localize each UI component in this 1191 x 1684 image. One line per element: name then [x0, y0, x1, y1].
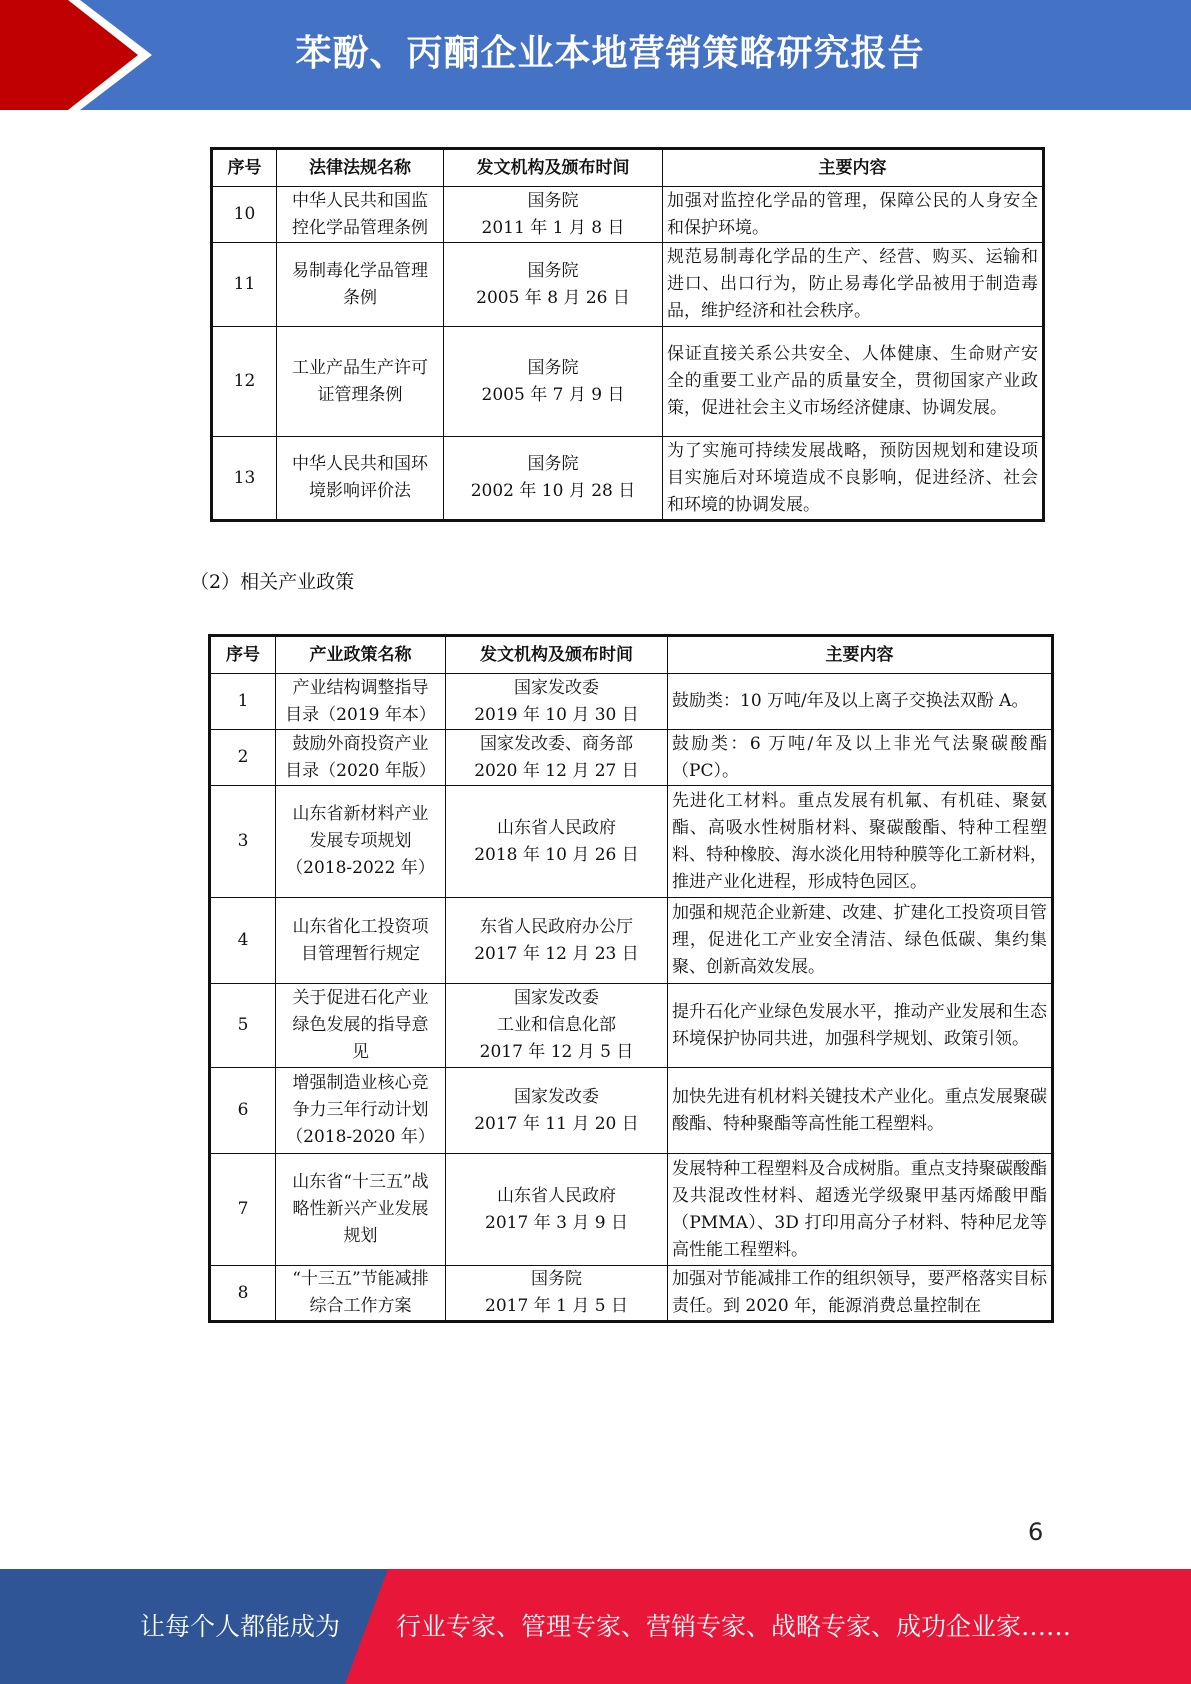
row-org: 国务院 2002 年 10 月 28 日: [444, 437, 663, 521]
table-row: [212, 187, 1044, 243]
col-header-name: 产业政策名称: [276, 636, 446, 674]
col-header-content: 主要内容: [663, 149, 1044, 187]
footer-slogan-left: 让每个人都能成为: [140, 1612, 341, 1641]
row-no: 4: [210, 898, 276, 984]
row-no: 1: [210, 674, 276, 730]
col-header-org: 发文机构及颁布时间: [446, 636, 668, 674]
header-arrow-red: [0, 0, 150, 110]
row-name: 易制毒化学品管理 条例: [277, 243, 444, 327]
row-org: 国家发改委 2017 年 11 月 20 日: [446, 1068, 668, 1154]
row-name: 产业结构调整指导 目录（2019 年本）: [276, 674, 446, 730]
row-org: 国家发改委、商务部 2020 年 12 月 27 日: [446, 730, 668, 786]
row-content: 加快先进有机材料关键技术产业化。重点发展聚碳酸酯、特种聚酯等高性能工程塑料。: [668, 1068, 1053, 1154]
row-no: 2: [210, 730, 276, 786]
row-name: 工业产品生产许可 证管理条例: [277, 327, 444, 437]
col-header-no: 序号: [212, 149, 277, 187]
table-row: [210, 984, 1053, 1068]
row-name: 中华人民共和国环 境影响评价法: [277, 437, 444, 521]
row-no: 5: [210, 984, 276, 1068]
table-row: [210, 730, 1053, 786]
row-org: 山东省人民政府 2017 年 3 月 9 日: [446, 1154, 668, 1266]
row-content: 规范易制毒化学品的生产、经营、购买、运输和进口、出口行为，防止易毒化学品被用于制造毒品，维护经济和社会秩序。: [663, 243, 1044, 327]
row-no: 12: [212, 327, 277, 437]
row-org: 国务院 2011 年 1 月 8 日: [444, 187, 663, 243]
row-no: 6: [210, 1068, 276, 1154]
row-content: 加强和规范企业新建、改建、扩建化工投资项目管理，促进化工产业安全清洁、绿色低碳、集约集聚、创新高效发展。: [668, 898, 1053, 984]
table-row: [210, 786, 1053, 898]
row-no: 13: [212, 437, 277, 521]
table-row: [210, 1154, 1053, 1266]
row-name: 关于促进石化产业 绿色发展的指导意 见: [276, 984, 446, 1068]
col-header-content: 主要内容: [668, 636, 1053, 674]
row-content: 先进化工材料。重点发展有机氟、有机硅、聚氨酯、高吸水性树脂材料、聚碳酸酯、特种工程塑料、特种橡胶、海水淡化用特种膜等化工新材料，推进产业化进程，形成特色园区。: [668, 786, 1053, 898]
table-row: [210, 674, 1053, 730]
row-name: 中华人民共和国监 控化学品管理条例: [277, 187, 444, 243]
table-row: [212, 327, 1044, 437]
table-header-row: [212, 149, 1044, 187]
table-row: [210, 1068, 1053, 1154]
laws-table: [210, 147, 1045, 522]
row-content: 鼓励类：6 万吨/年及以上非光气法聚碳酸酯（PC）。: [668, 730, 1053, 786]
row-no: 3: [210, 786, 276, 898]
row-org: 山东省人民政府 2018 年 10 月 26 日: [446, 786, 668, 898]
table-row: [210, 898, 1053, 984]
row-org: 国家发改委 工业和信息化部 2017 年 12 月 5 日: [446, 984, 668, 1068]
row-name: 山东省化工投资项 目管理暂行规定: [276, 898, 446, 984]
row-content: 发展特种工程塑料及合成树脂。重点支持聚碳酸酯及共混改性材料、超透光学级聚甲基丙烯酸甲酯（PMMA）、3D 打印用高分子材料、特种尼龙等高性能工程塑料。: [668, 1154, 1053, 1266]
row-no: 8: [210, 1266, 276, 1322]
table-row: [210, 1266, 1053, 1322]
row-content: 保证直接关系公共安全、人体健康、生命财产安全的重要工业产品的质量安全，贯彻国家产业政策，促进社会主义市场经济健康、协调发展。: [663, 327, 1044, 437]
report-header: [0, 0, 1191, 110]
footer-slogan-right: 行业专家、管理专家、营销专家、战略专家、成功企业家……: [396, 1612, 1072, 1641]
table-row: [212, 243, 1044, 327]
row-org: 国家发改委 2019 年 10 月 30 日: [446, 674, 668, 730]
row-org: 东省人民政府办公厅 2017 年 12 月 23 日: [446, 898, 668, 984]
table-header-row: [210, 636, 1053, 674]
col-header-name: 法律法规名称: [277, 149, 444, 187]
page-number: 6: [1028, 1518, 1044, 1546]
row-content: 加强对节能减排工作的组织领导，要严格落实目标责任。到 2020 年，能源消费总量控制在: [668, 1266, 1053, 1322]
col-header-no: 序号: [210, 636, 276, 674]
row-name: “十三五”节能减排 综合工作方案: [276, 1266, 446, 1322]
row-org: 国务院 2005 年 7 月 9 日: [444, 327, 663, 437]
row-org: 国务院 2005 年 8 月 26 日: [444, 243, 663, 327]
row-content: 加强对监控化学品的管理，保障公民的人身安全和保护环境。: [663, 187, 1044, 243]
policies-table: [208, 634, 1054, 1323]
row-no: 10: [212, 187, 277, 243]
row-content: 为了实施可持续发展战略，预防因规划和建设项目实施后对环境造成不良影响，促进经济、社会和环境的协调发展。: [663, 437, 1044, 521]
row-name: 山东省新材料产业 发展专项规划 （2018-2022 年）: [276, 786, 446, 898]
row-no: 11: [212, 243, 277, 327]
section-heading: （2）相关产业政策: [190, 571, 355, 593]
col-header-org: 发文机构及颁布时间: [444, 149, 663, 187]
row-no: 7: [210, 1154, 276, 1266]
row-name: 增强制造业核心竞 争力三年行动计划 （2018-2020 年）: [276, 1068, 446, 1154]
row-org: 国务院 2017 年 1 月 5 日: [446, 1266, 668, 1322]
table-row: [212, 437, 1044, 521]
report-footer: [0, 1569, 1191, 1684]
row-name: 鼓励外商投资产业 目录（2020 年版）: [276, 730, 446, 786]
row-name: 山东省“十三五”战 略性新兴产业发展 规划: [276, 1154, 446, 1266]
row-content: 提升石化产业绿色发展水平，推动产业发展和生态环境保护协同共进，加强科学规划、政策引领。: [668, 984, 1053, 1068]
report-title: 苯酚、丙酮企业本地营销策略研究报告: [295, 33, 925, 74]
row-content: 鼓励类：10 万吨/年及以上离子交换法双酚 A。: [668, 674, 1053, 730]
